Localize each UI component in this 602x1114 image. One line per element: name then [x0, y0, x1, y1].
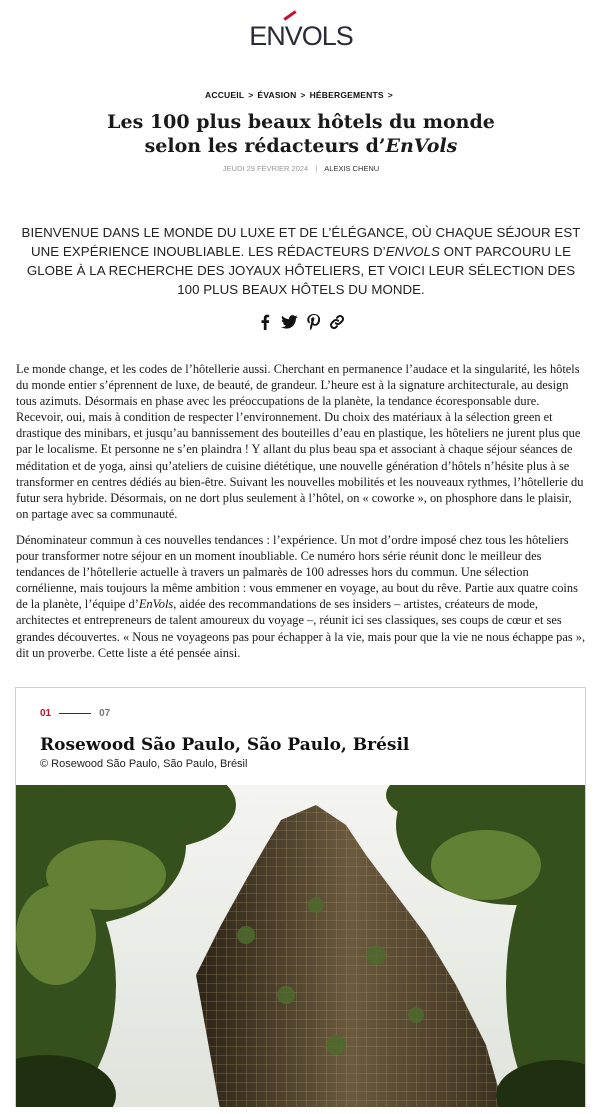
- breadcrumb-hebergements[interactable]: HÉBERGEMENTS: [309, 90, 384, 100]
- title-brand: EnVols: [385, 135, 458, 157]
- title-text: Les 100 plus beaux hôtels du monde selon les rédacteurs d’: [107, 111, 495, 157]
- breadcrumb: [0, 90, 602, 100]
- hotel-photo-illustration: [16, 785, 586, 1107]
- share-bar: [0, 313, 602, 331]
- hotel-title: Rosewood São Paulo, São Paulo, Brésil: [40, 735, 410, 755]
- envols-logo[interactable]: [249, 21, 353, 52]
- logo-text-left: EN: [249, 20, 285, 51]
- breadcrumb-home[interactable]: ACCUEIL: [205, 90, 245, 100]
- intro-text-b: ONT PARCOURU LE GLOBE À LA RECHERCHE DES JOYAUX HÔTELIERS, ET VOICI LEUR SÉLECTION DES 100 PLUS BEAUX HÔTELS DU MONDE.: [26, 244, 576, 297]
- breadcrumb-separator: >: [387, 90, 393, 100]
- slide-total: 07: [99, 708, 111, 719]
- paragraph-text-a: Dénominateur commun à ces nouvelles tendances : l’expérience. Un mot d’ordre imposé chez tous les hôteliers pour transformer notre séjour en un moment inoubliable. Ce numéro hors série réunit donc le meilleur des tendances de l’hôtellerie actuelle à travers un palmarès de 100 adresses hors du commun. Une sélection cornélienne, mais toujours la même ambition : vous emmener en voyage, au bout du rêve. Partie aux quatre coins de la planète, l’équipe d’: [16, 532, 578, 612]
- article-meta: [0, 164, 602, 173]
- hotel-photo: [16, 785, 586, 1107]
- article-author[interactable]: ALEXIS CHENU: [324, 164, 380, 173]
- slide-counter: [40, 708, 110, 719]
- facebook-icon[interactable]: [256, 313, 274, 331]
- paragraph: [16, 532, 586, 661]
- breadcrumb-separator: >: [248, 90, 254, 100]
- site-header: [0, 0, 602, 72]
- meta-separator: |: [315, 164, 318, 173]
- article-title: [81, 110, 521, 158]
- article-intro: [16, 223, 586, 299]
- counter-divider: [59, 713, 91, 714]
- hotel-card[interactable]: [15, 687, 586, 1107]
- paragraph-brand: EnVols: [138, 597, 174, 612]
- article-body: [16, 361, 586, 661]
- logo-text-right: OLS: [301, 20, 353, 51]
- intro-brand: ENVOLS: [385, 244, 440, 259]
- slide-current: 01: [40, 708, 52, 719]
- breadcrumb-separator: >: [300, 90, 306, 100]
- pinterest-icon[interactable]: [304, 313, 322, 331]
- intro-text-a: BIENVENUE DANS LE MONDE DU LUXE ET DE L’ÉLÉGANCE, OÙ CHAQUE SÉJOUR EST UNE EXPÉRIENCE INOUBLIABLE. LES RÉDACTEURS D’: [21, 225, 581, 259]
- photo-credit: © Rosewood São Paulo, São Paulo, Brésil: [40, 758, 248, 770]
- paragraph-text-b: , aidée des recommandations de ses insiders – artistes, créateurs de mode, architectes et entrepreneurs de talent amoureux du voyage –, réunit ici ses classiques, ses coups de cœur et ses grandes découvertes. « Nous ne voyageons pas pour échapper à la vie, mais pour que la vie ne nous échappe pas », dit un proverbe. Cette liste a été pensée ainsi.: [16, 597, 586, 660]
- paragraph: Le monde change, et les codes de l’hôtellerie aussi. Cherchant en permanence l’audace et la singularité, les hôtels du monde entier s’éprennent de luxe, de beauté, de grandeur. L’heure est à la signature architecturale, au design tous azimuts. Désormais en phase avec les préoccupations de la planète, la tendance écoresponsable dure. Recevoir, oui, mais à condition de respecter l’environnement. Du choix des matériaux à la sélection green et drastique des minibars, et jusqu’au bannissement des bouteilles d’eau en plastique, les hôteliers ne jurent plus que par le localisme. Et personne ne s’en plaindra ! Y allant du plus beau spa et associant à chaque séjour séances de méditation et de yoga, ainsi qu’ateliers de cuisine diététique, une nouvelle génération d’hôtels n’hésite plus à se transformer en centres dédiés au bien-être. Suivant les nouvelles mobilités et les nouveaux rythmes, l’hôtellerie du futur sera hybride. Désormais, on ne dort plus seulement à l’hôtel, on « coworke », on phosphore dans le plaisir, on partage avec sa communauté.: [16, 362, 584, 521]
- link-icon[interactable]: [328, 313, 346, 331]
- twitter-icon[interactable]: [280, 313, 298, 331]
- article-date: JEUDI 29 FÉVRIER 2024: [222, 164, 309, 173]
- breadcrumb-evasion[interactable]: ÉVASION: [257, 90, 297, 100]
- logo-v-mark: V: [284, 20, 302, 51]
